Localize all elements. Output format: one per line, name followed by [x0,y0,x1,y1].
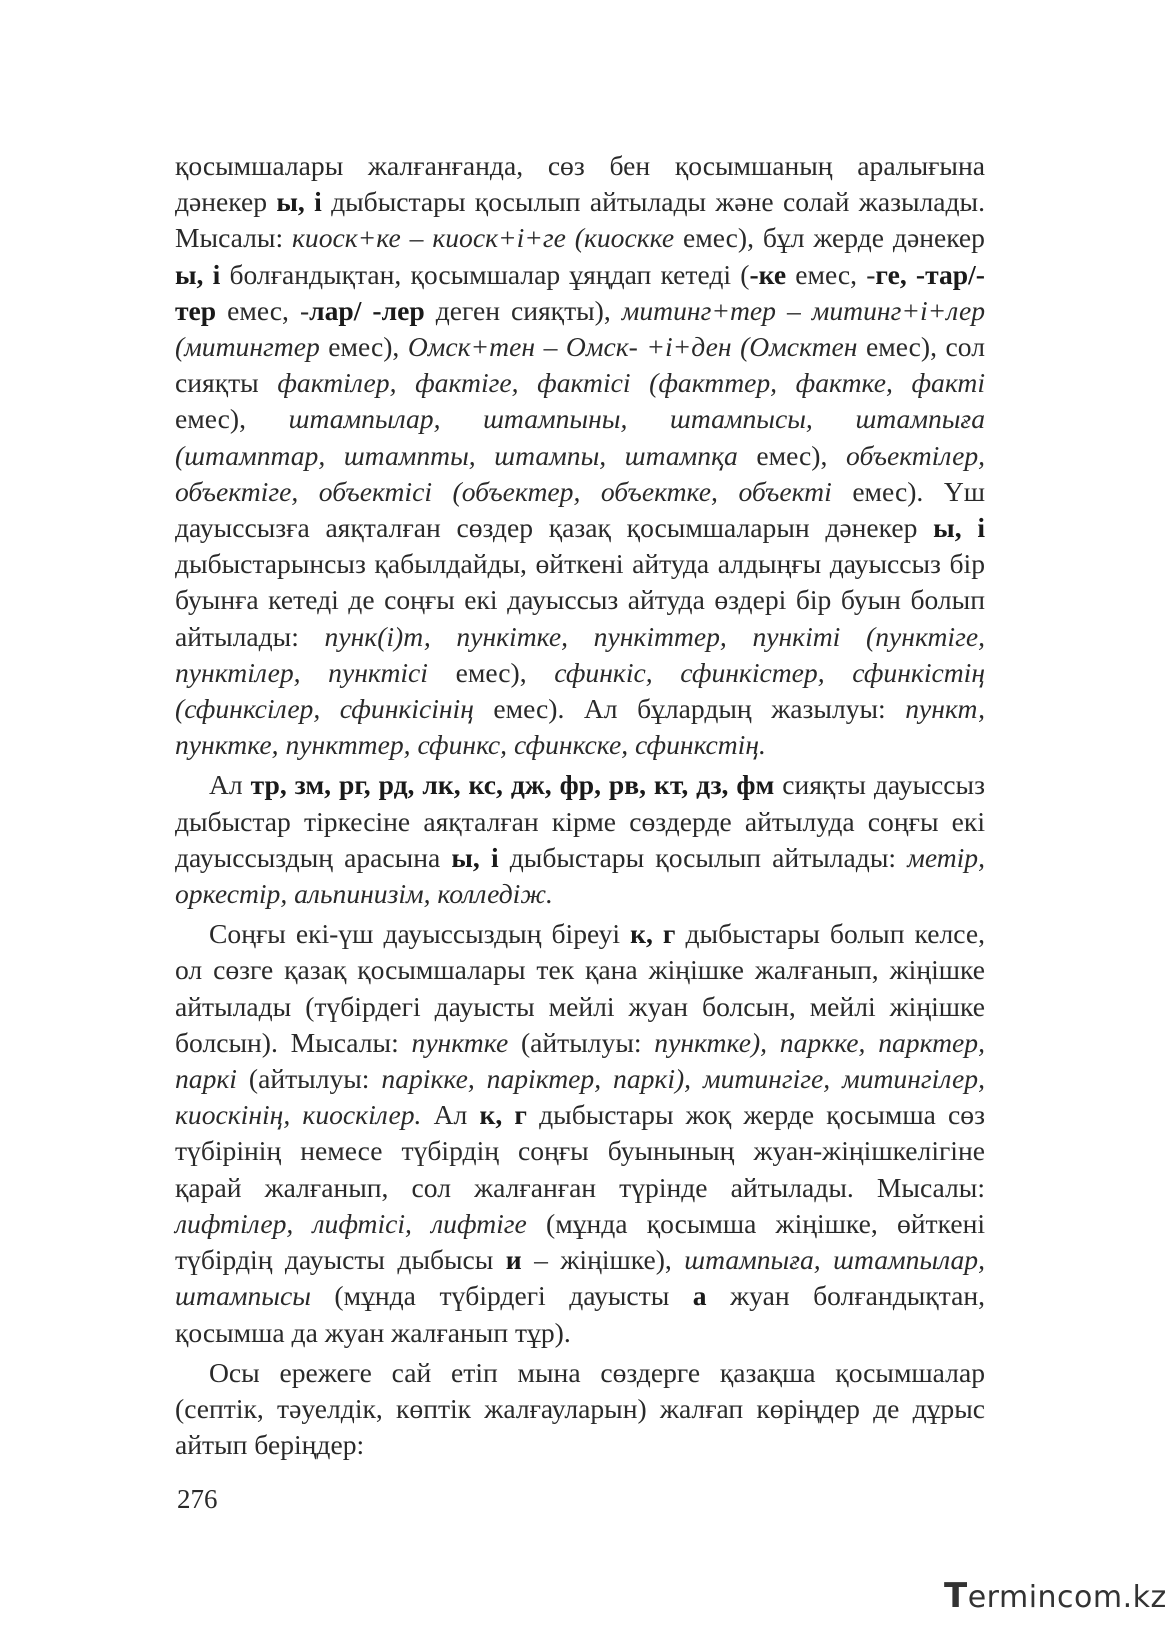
text-run: ы, і [451,841,499,873]
paragraph-1 [175,148,985,763]
text-run: емес), [737,439,847,471]
text-run: емес), [175,403,289,435]
paragraph-2 [175,767,985,912]
text-run: деген сияқты), [424,294,622,326]
text-run: болғандықтан, қосымшалар ұяңдап кетеді ( [220,258,750,290]
text-run: Ал [209,769,251,801]
text-run: емес), бұл жерде дәнекер [674,222,985,254]
text-run: ге, -тар/-тер [175,258,985,326]
text-run: фактілер, фактіге, фактісі (факттер, фактке, факті [277,367,985,399]
text-run: емес, - [786,258,876,290]
text-run: қосымшалары жалғанғанда, сөз бен қосымшаның аралығына дәнекер [175,150,985,218]
text-run: Соңғы екі-үш дауыссыздың біреуі [209,918,631,950]
site-watermark-logo [944,1576,1167,1616]
text-run: к, г [630,918,676,950]
text-run: дыбыстары қосылып айтылады және солай жазылады. Мысалы: [175,186,985,254]
text-run: митинг+тер – митинг+і+лер (митингтер [175,294,985,363]
text-run: и [505,1244,522,1276]
page-number: 276 [177,1484,218,1514]
text-run: (айтылуы: [508,1026,655,1058]
text-run: емес), [319,331,408,363]
text-run: дыбыстары қосылып айтылады: [498,841,908,873]
text-run: Ал [421,1099,480,1131]
text-run: пункт, пунктке, пункттер, сфинкс, сфинкске, сфинкстің. [175,693,985,761]
text-run: штампыға, штампылар, штампысы [175,1244,985,1312]
text-run: ы, і [276,186,322,218]
text-run: (айтылуы: [236,1063,382,1095]
paragraph-4 [175,1355,985,1464]
text-run: киоск+ке – киоск+і+ге (киоскке [292,222,675,254]
document-body [175,148,985,1463]
text-run: – жіңішке), [521,1244,685,1276]
text-run: ы, і [933,512,985,544]
text-run: лар/ -лер [309,294,425,326]
text-run: пунк(і)т, пункітке, пункіттер, пункіті (пунктіге, пунктілер, пунктісі [175,620,985,688]
text-run: пунктке), паркке, парктер, паркі [175,1026,986,1095]
watermark-text-part1: erminc [967,1580,1075,1615]
watermark-text-part2: m.kz [1092,1580,1167,1615]
text-run: к, г [479,1099,527,1131]
paragraph-3 [175,916,985,1350]
text-run: емес, - [216,294,310,326]
text-run: емес). Үш дауыссызға аяқталған сөздер қазақ қосымшаларын дәнекер [175,475,985,544]
text-run: -ке [749,258,787,290]
text-run: (мұнда түбірдегі дауысты [310,1280,693,1312]
text-run: тр, зм, рг, рд, лк, кс, дж, фр, рв, кт, дз, фм [250,769,775,801]
text-run: а [692,1280,707,1312]
text-run: Осы ережеге сай етіп мына сөздерге қазақша қосымшалар (септік, тәуелдік, көптік жалғауларын) жалғап көріңдер де дұрыс айтып беріңдер: [175,1356,985,1461]
magnifier-icon: o [1074,1580,1093,1615]
text-run: Омск+тен – Омск- +і+ден (Омсктен [407,331,858,363]
text-run: жуан болғандықтан, қосымша да жуан жалғанып тұр). [175,1280,985,1348]
text-run: пунктке [411,1026,509,1058]
text-run: штампылар, штампыны, штампысы, штампыға (штамптар, штампты, штампы, штампқа [175,403,985,471]
text-run: лифтілер, лифтісі, лифтіге [175,1207,527,1239]
text-run: дыбыстары жоқ жерде қосымша сөз түбірінің немесе түбірдің соңғы буынының жуан-жіңішкелігіне қарай жалғанып, сол жалғанған түрінде айтылады. Мысалы: [175,1099,985,1203]
text-run: емес), сол сияқты [175,331,985,399]
text-run: дыбыстары болып келсе, ол сөзге қазақ қосымшалары тек қана жіңішке жалғанып, жіңішке айтылады (түбірдегі дауысты мейлі жуан болсын, мейлі жіңішке болсын). Мысалы: [175,918,985,1058]
text-run: объектілер, объектіге, объектісі (объектер, объектке, объекті [175,439,986,507]
text-run: парікке, паріктер, паркі), митингіге, митингілер, киоскінің, киоскілер. [175,1063,985,1131]
text-run: сияқты дауыссыз дыбыстар тіркесіне аяқталған кірме сөздерде айтылуда соңғы екі дауыссыздың арасына [175,769,985,873]
text-run: емес). Ал бұлардың жазылуы: [473,693,906,725]
text-run: (мұнда қосымша жіңішке, өйткені түбірдің дауысты дыбысы [175,1207,985,1276]
text-run: метір, оркестір, альпинизім, колледіж. [175,841,985,910]
text-run: емес), [427,656,555,688]
text-run: ы, і [175,258,221,290]
text-run: сфинкіс, сфинкістер, сфинкістің (сфинксілер, сфинкісінің [175,656,986,725]
text-run: дыбыстарынсыз қабылдайды, өйткені айтуда алдыңғы дауыссыз бір буынға кетеді де соңғы екі дауыссыз айтуда өздері бір буын болып айтылады: [175,548,985,652]
watermark-letter-t: T [944,1576,968,1616]
